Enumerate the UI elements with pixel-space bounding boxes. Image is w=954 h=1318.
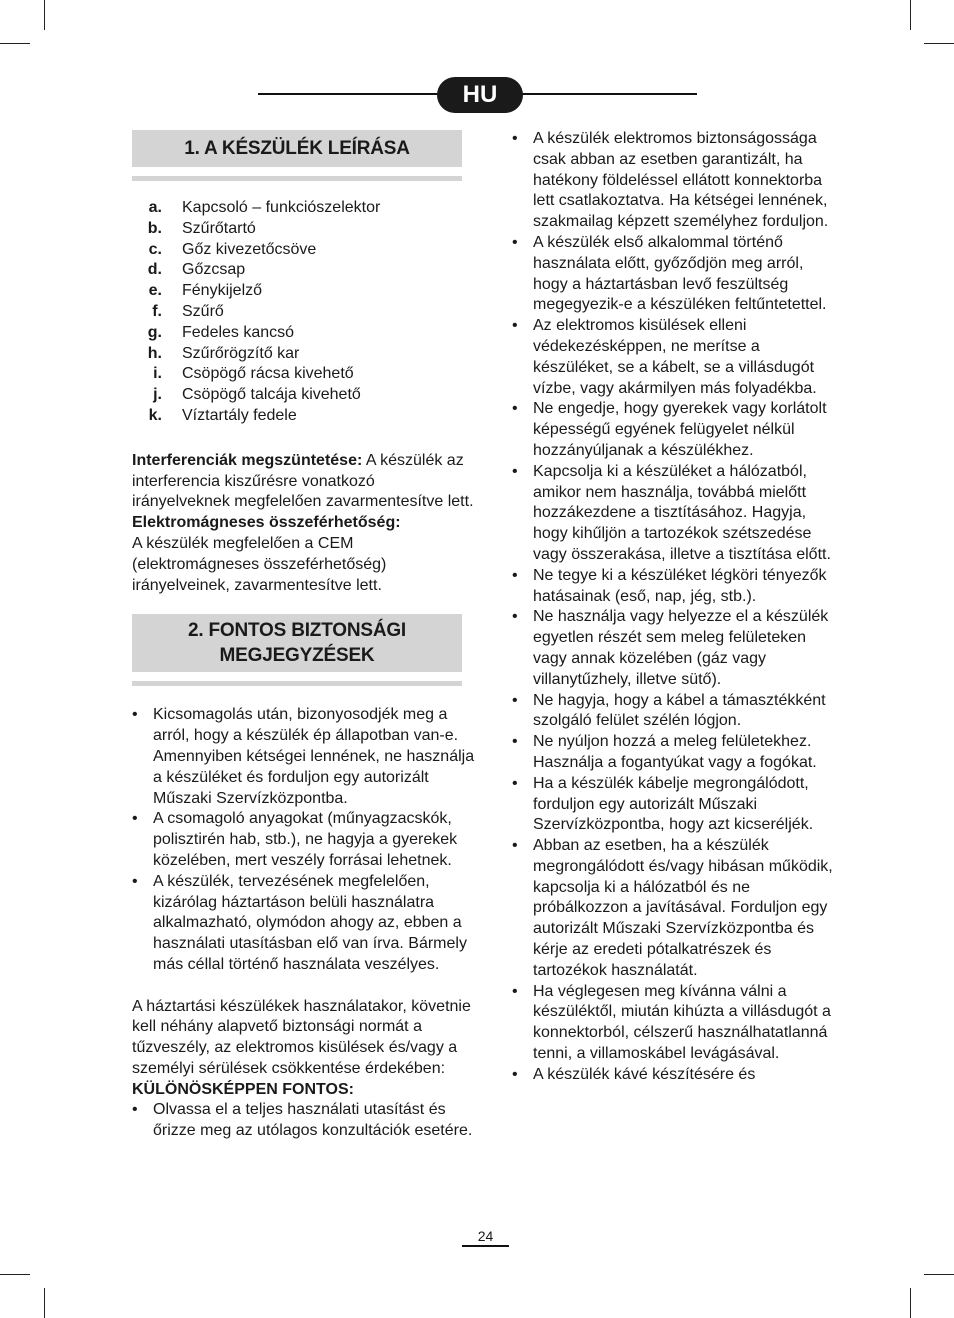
part-label: Szűrőtartó <box>182 219 256 237</box>
part-label: Szűrőrögzítő kar <box>182 344 300 362</box>
parts-list-item <box>132 198 476 219</box>
part-key: g. <box>147 323 162 341</box>
emc-text: A készülék megfelelően a CEM (elektromágneses összeférhetőség) irányelveinek, zavarmentesítve lett. <box>132 534 387 594</box>
section-2-title <box>132 614 462 672</box>
parts-list-item <box>132 302 476 323</box>
right-bullet-list <box>512 129 842 1086</box>
list-item: • A készülék elektromos biztonságossága csak abban az esetben garantizált, ha hatékony földeléssel ellátott konnektorba lett csatlakoztatva. Ha kétségei lennének, szakmailag képzett személyhez forduljon. <box>512 129 842 233</box>
list-item: • A készülék első alkalommal történő használata előtt, győződjön meg arról, hogy a háztartásban levő feszültség megegyezik-e a készüléken feltűntetettel. <box>512 233 842 316</box>
parts-list-item <box>132 406 476 427</box>
part-key: j. <box>153 386 162 404</box>
section-2-rule <box>132 681 462 686</box>
part-key: b. <box>147 219 162 237</box>
part-key: i. <box>153 365 162 383</box>
parts-list-item <box>132 323 476 344</box>
part-key: e. <box>148 282 162 300</box>
part-label: Gőz kivezetőcsöve <box>182 240 317 258</box>
part-key: k. <box>148 406 162 424</box>
emc-label: Elektromágneses összeférhetőség: <box>132 514 401 532</box>
parts-list-item <box>132 281 476 302</box>
interference-label: Interferenciák megszüntetése: <box>132 451 363 469</box>
interference-text: A készülék az interferencia kiszűrésre vonatkozó irányelveknek megfelelően zavarmentesítve lett. <box>132 451 474 511</box>
part-key: a. <box>148 199 162 216</box>
list-item: • Kicsomagolás után, bizonyosodjék meg a arról, hogy a készülék ép állapotban van-e. Amennyiben kétségei lennének, ne használja a készüléket és forduljon egy autorizált Műszaki Szervízközpontba. <box>132 705 476 809</box>
part-label: Csöpögő rácsa kivehető <box>182 365 354 383</box>
list-item: • Ha a készülék kábelje megrongálódott, forduljon egy autorizált Műszaki Szervízközpontba, hogy azt kicseréljék. <box>512 774 842 836</box>
list-item: • Abban az esetben, ha a készülék megrongálódott és/vagy hibásan működik, kapcsolja ki a hálózatból és ne próbálkozzon a javításával. Forduljon egy autorizált Műszaki Szervízközpontba és kérje az eredeti pótalkatrészek és tartozékok használatát. <box>512 836 842 982</box>
list-item: • A készülék kávé készítésére és <box>512 1065 842 1086</box>
part-label: Csöpögő talcája kivehető <box>182 386 361 404</box>
part-key: c. <box>148 240 162 258</box>
left-bullet-list <box>132 705 476 975</box>
list-item: • A készülék, tervezésének megfelelően, kizárólag háztartáson belüli használatra alkalmazható, olymódon ahogy az, ebben a használati utasításban elő van írva. Bármely más céllal történő használata veszélyes. <box>132 872 476 976</box>
list-item: • Olvassa el a teljes használati utasítást és őrizze meg az utólagos konzultációk esetére. <box>132 1100 476 1142</box>
list-item: • Ne hagyja, hogy a kábel a támasztékként szolgáló felület szélén lógjon. <box>512 691 842 733</box>
crop-mark <box>924 43 954 44</box>
household-paragraph: A háztartási készülékek használatakor, követnie kell néhány alapvető biztonsági normát a tűzveszély, az elektromos kisülések és/vagy a személyi sérülések csökkentése érdekében: <box>132 997 471 1077</box>
important-bullet-list <box>132 1100 476 1142</box>
parts-list-item <box>132 219 476 240</box>
crop-mark <box>0 1274 30 1275</box>
crop-mark <box>910 1288 911 1318</box>
part-label: Víztartály fedele <box>182 406 297 424</box>
parts-list-item <box>132 385 476 406</box>
section-1-rule <box>132 176 462 181</box>
parts-list-item <box>132 344 476 365</box>
list-item: • Ne nyúljon hozzá a meleg felületekhez. Használja a fogantyúkat vagy a fogókat. <box>512 732 842 774</box>
list-item: • Az elektromos kisülések elleni védekezésképpen, ne merítse a készüléket, se a kábelt, se a villásdugót vízbe, vagy akármilyen más folyadékba. <box>512 316 842 399</box>
crop-mark <box>910 0 911 30</box>
page-number: 24 <box>462 1227 509 1247</box>
section-2-title-line2: MEGJEGYZÉSEK <box>219 645 375 667</box>
section-1-title: 1. A KÉSZÜLÉK LEÍRÁSA <box>132 130 462 167</box>
language-badge: HU <box>437 77 523 113</box>
list-item: • Ne használja vagy helyezze el a készülék egyetlen részét sem meleg felületeken vagy annak közelében (gáz vagy villanytűzhely, illetve sütő). <box>512 607 842 690</box>
crop-mark <box>44 1288 45 1318</box>
section-2-title-line1: 2. FONTOS BIZTONSÁGI <box>187 620 407 642</box>
parts-list-item <box>132 260 476 281</box>
list-item: • A csomagoló anyagokat (műnyagzacskók, polisztirén hab, stb.), ne hagyja a gyerekek közelében, mert veszély forrásai lehetnek. <box>132 809 476 871</box>
header-rule-left <box>258 93 443 95</box>
list-item: • Kapcsolja ki a készüléket a hálózatból, amikor nem használja, továbbá mielőtt hozzákezdene a tisztításához. Hagyja, hogy kihűljön a tartozékok szétszedése vagy összerakása, illetve a tisztítása előtt. <box>512 462 842 566</box>
interference-paragraph <box>132 451 476 513</box>
part-key: d. <box>147 261 162 279</box>
header-rule-right <box>517 93 697 95</box>
part-label: Szűrő <box>182 302 224 320</box>
important-label: KÜLÖNÖSKÉPPEN FONTOS: <box>132 1080 354 1098</box>
part-label: Fedeles kancsó <box>182 323 295 341</box>
crop-mark <box>924 1274 954 1275</box>
list-item: • Ne tegye ki a készüléket légköri tényezők hatásainak (eső, nap, jég, stb.). <box>512 566 842 608</box>
part-label: Kapcsoló – funkciószelektor <box>182 199 381 216</box>
part-key: h. <box>147 344 162 362</box>
part-label: Gőzcsap <box>182 261 246 279</box>
crop-mark <box>44 0 45 30</box>
parts-list <box>132 198 476 427</box>
list-item: • Ne engedje, hogy gyerekek vagy korlátolt képességű egyének felügyelet nélkül hozzányúljanak a készülékhez. <box>512 399 842 461</box>
crop-mark <box>0 43 30 44</box>
parts-list-item <box>132 240 476 261</box>
parts-list-item <box>132 364 476 385</box>
list-item: • Ha véglegesen meg kívánna válni a készüléktől, miután kihúzta a villásdugót a konnektorból, célszerű használhatatlanná tenni, a villamoskábel levágásával. <box>512 982 842 1065</box>
part-key: f. <box>152 302 162 320</box>
right-column <box>512 129 842 1086</box>
part-label: Fénykijelző <box>182 282 263 300</box>
left-column <box>132 130 476 1142</box>
